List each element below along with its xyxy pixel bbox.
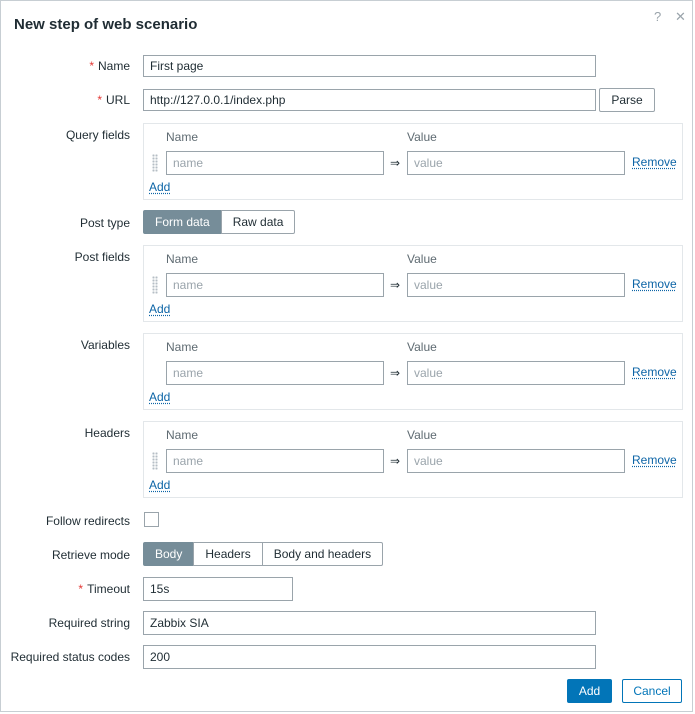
variable-add-link[interactable]: Add xyxy=(149,390,171,404)
query-fields-table xyxy=(143,123,683,200)
drag-handle-icon[interactable] xyxy=(152,154,158,172)
query-add-link[interactable]: Add xyxy=(149,180,171,194)
post-value-input[interactable]: value xyxy=(407,273,625,297)
query-fields-label: Query fields xyxy=(65,128,130,142)
arrow-icon: ⇒ xyxy=(390,278,401,292)
value-column-header: Value xyxy=(407,428,437,442)
post-fields-label: Post fields xyxy=(74,250,130,264)
retrieve-mode-label: Retrieve mode xyxy=(51,548,130,562)
follow-redirects-label: Follow redirects xyxy=(45,514,130,528)
name-column-header: Name xyxy=(166,340,199,354)
required-string-input[interactable]: Zabbix SIA xyxy=(143,611,596,635)
arrow-icon: ⇒ xyxy=(390,366,401,380)
value-column-header: Value xyxy=(407,252,437,266)
url-label: * URL xyxy=(97,93,130,107)
parse-button[interactable]: Parse xyxy=(599,88,655,112)
query-remove-link[interactable]: Remove xyxy=(632,155,677,169)
query-value-input[interactable]: value xyxy=(407,151,625,175)
drag-handle-icon[interactable] xyxy=(152,452,158,470)
post-add-link[interactable]: Add xyxy=(149,302,171,316)
variables-label: Variables xyxy=(80,338,130,352)
retrieve-mode-segment xyxy=(143,542,383,566)
name-input[interactable]: First page xyxy=(143,55,596,77)
name-column-header: Name xyxy=(166,428,199,442)
name-column-header: Name xyxy=(166,252,199,266)
variable-remove-link[interactable]: Remove xyxy=(632,365,677,379)
value-column-header: Value xyxy=(407,340,437,354)
post-type-form-data[interactable]: Form data xyxy=(143,210,222,234)
required-marker: * xyxy=(97,93,102,107)
cancel-button[interactable]: Cancel xyxy=(622,679,682,703)
required-marker: * xyxy=(78,582,84,596)
required-marker: * xyxy=(89,59,94,73)
retrieve-mode-headers[interactable]: Headers xyxy=(193,542,262,566)
variables-table xyxy=(143,333,683,410)
required-status-codes-label: Required status codes xyxy=(10,650,130,664)
headers-table xyxy=(143,421,683,498)
name-column-header: Name xyxy=(166,130,199,144)
post-type-raw-data[interactable]: Raw data xyxy=(221,210,296,234)
arrow-icon: ⇒ xyxy=(390,156,401,170)
name-label: * Name xyxy=(89,59,130,73)
drag-handle-icon[interactable] xyxy=(152,276,158,294)
header-remove-link[interactable]: Remove xyxy=(632,453,677,467)
required-string-label: Required string xyxy=(48,616,130,630)
url-input[interactable]: http://127.0.0.1/index.php xyxy=(143,89,596,111)
header-name-input[interactable]: name xyxy=(166,449,384,473)
dialog-title: New step of web scenario xyxy=(14,16,198,33)
variable-value-input[interactable]: value xyxy=(407,361,625,385)
follow-redirects-checkbox[interactable] xyxy=(144,512,159,527)
post-type-segment xyxy=(143,210,295,234)
retrieve-mode-body[interactable]: Body xyxy=(143,542,194,566)
post-remove-link[interactable]: Remove xyxy=(632,277,677,291)
add-button[interactable]: Add xyxy=(567,679,612,703)
variable-name-input[interactable]: name xyxy=(166,361,384,385)
arrow-icon: ⇒ xyxy=(390,454,401,468)
header-value-input[interactable]: value xyxy=(407,449,625,473)
required-status-codes-input[interactable]: 200 xyxy=(143,645,596,669)
headers-label: Headers xyxy=(84,426,130,440)
post-name-input[interactable]: name xyxy=(166,273,384,297)
post-type-label: Post type xyxy=(79,216,130,230)
retrieve-mode-body-and-headers[interactable]: Body and headers xyxy=(262,542,383,566)
help-icon[interactable]: ? xyxy=(654,9,662,24)
timeout-input[interactable]: 15s xyxy=(143,577,293,601)
header-add-link[interactable]: Add xyxy=(149,478,171,492)
close-icon[interactable]: ✕ xyxy=(675,9,686,24)
value-column-header: Value xyxy=(407,130,437,144)
post-fields-table xyxy=(143,245,683,322)
query-name-input[interactable]: name xyxy=(166,151,384,175)
timeout-label: * Timeout xyxy=(78,582,130,596)
